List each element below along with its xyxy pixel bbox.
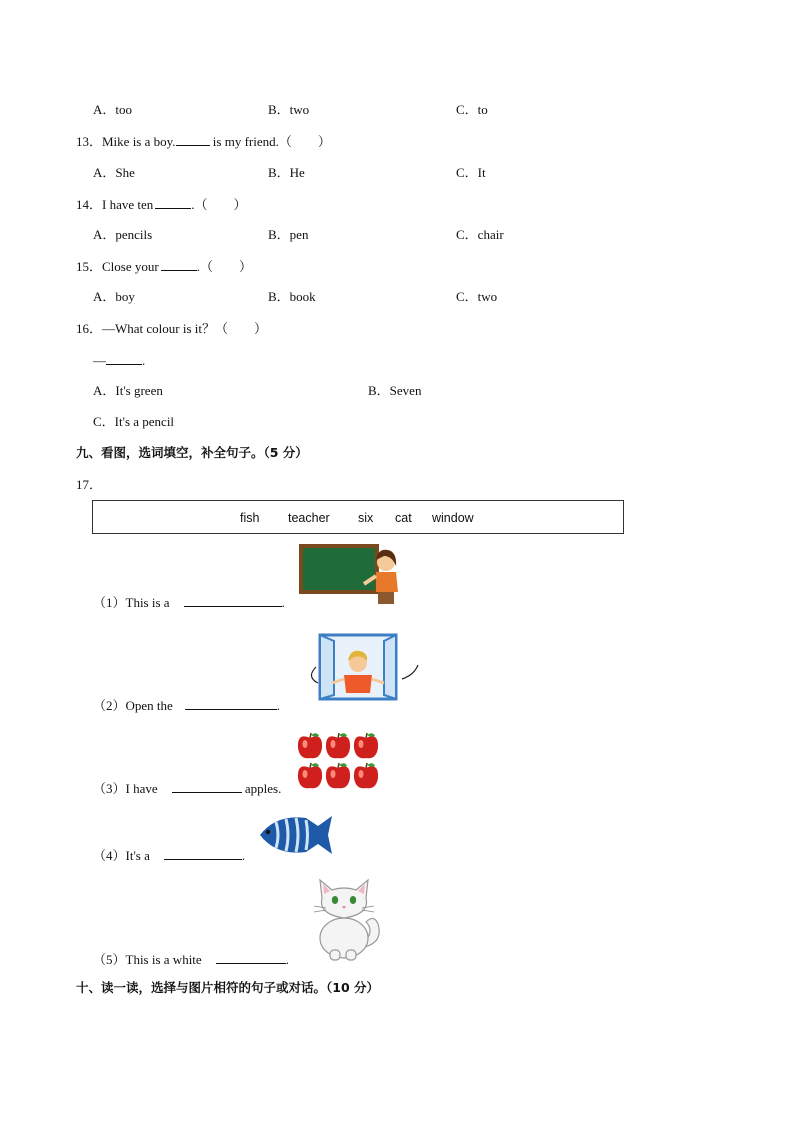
q13-stem-text: 13．Mike is a boy.	[76, 134, 176, 149]
apples-picture	[296, 730, 384, 794]
section-10-heading: 十、读一读，选择与图片相符的句子或对话。（10 分）	[76, 980, 379, 995]
q16-option-c: C．It's a pencil	[93, 414, 175, 429]
cat-right-paw	[346, 950, 356, 960]
q14-option-b: B．pen	[268, 227, 309, 242]
cat-body	[320, 918, 368, 958]
apple-icon	[354, 733, 378, 758]
apple-icon	[354, 763, 378, 788]
item-3-prefix: （3）I have	[93, 781, 158, 796]
q14-stem-text: 14．I have ten	[76, 197, 154, 212]
item-1-prefix: （1）This is a	[93, 595, 170, 610]
q14-blank	[155, 196, 191, 209]
q16-blank	[106, 352, 142, 365]
left-window-pane	[320, 635, 334, 699]
word-bank-word: six	[358, 511, 374, 525]
q13-stem	[76, 133, 331, 150]
cat-head	[320, 880, 368, 918]
q13-option-b: B．He	[268, 165, 305, 180]
item-5-suffix: .	[285, 952, 289, 967]
q13-blank	[176, 133, 210, 146]
q16-dash: —	[93, 353, 106, 368]
q15-option-b: B．book	[268, 289, 316, 304]
item-5-blank	[216, 951, 286, 964]
fish-picture	[256, 810, 336, 860]
q17-number: 17．	[76, 477, 103, 492]
q15-stem-after: .（ ）	[196, 259, 252, 274]
q15-stem-text: 15．Close your	[76, 259, 159, 274]
item-3-blank	[172, 780, 242, 793]
cat-left-eye	[332, 896, 338, 904]
left-arrow-icon	[311, 667, 318, 683]
q14-stem-after: .（ ）	[191, 197, 247, 212]
q15-option-a: A．boy	[93, 289, 135, 304]
item-3-suffix: apples.	[241, 781, 282, 796]
q17-item-3	[93, 780, 281, 797]
word-bank-word: teacher	[288, 511, 330, 525]
q14-stem	[76, 196, 247, 213]
cat-picture	[304, 878, 386, 962]
right-arrow-icon	[402, 665, 418, 679]
q14-option-a: A．pencils	[93, 227, 153, 242]
item-2-prefix: （2）Open the	[93, 698, 173, 713]
word-bank-word: fish	[240, 511, 260, 525]
q17-item-4	[93, 847, 245, 864]
apple-icon	[326, 733, 350, 758]
teacher-blackboard-picture	[298, 542, 400, 606]
item-5-prefix: （5）This is a white	[93, 952, 202, 967]
q12-option-c: C．to	[456, 102, 488, 117]
right-window-pane	[384, 635, 396, 699]
word-bank-word: cat	[395, 511, 412, 525]
q14-option-c: C．chair	[456, 227, 504, 242]
q15-option-c: C．two	[456, 289, 498, 304]
cat-left-paw	[330, 950, 340, 960]
q16-answer-line	[93, 352, 145, 369]
q15-blank	[161, 258, 197, 271]
item-2-suffix: .	[276, 698, 281, 713]
word-bank-box	[92, 500, 624, 534]
section-9-heading: 九、看图，选词填空，补全句子。（5 分）	[76, 445, 308, 460]
q13-option-a: A．She	[93, 165, 135, 180]
q15-stem	[76, 258, 252, 275]
item-4-prefix: （4）It's a	[93, 848, 150, 863]
q16-option-a: A．It's green	[93, 383, 163, 398]
item-1-blank	[184, 594, 282, 607]
q12-option-a: A．too	[93, 102, 133, 117]
q13-stem-after: is my friend.（ ）	[209, 134, 331, 149]
q12-option-b: B．two	[268, 102, 310, 117]
q16-option-b: B．Seven	[368, 383, 422, 398]
apple-icon	[326, 763, 350, 788]
cat-right-eye	[350, 896, 356, 904]
apple-icon	[298, 763, 322, 788]
window-picture	[298, 627, 422, 709]
apple-icon	[298, 733, 322, 758]
q17-item-5	[93, 951, 289, 968]
q16-stem: 16．—What colour is it？（ ）	[76, 321, 268, 336]
item-4-suffix: .	[241, 848, 246, 863]
word-bank-word: window	[432, 511, 474, 525]
item-1-suffix: .	[281, 595, 285, 610]
q17-item-2	[93, 697, 280, 714]
item-2-blank	[185, 697, 277, 710]
teacher-body	[376, 572, 398, 592]
fish-eye	[266, 830, 270, 834]
q16-period: .	[142, 353, 146, 368]
item-4-blank	[164, 847, 242, 860]
q13-option-c: C．It	[456, 165, 486, 180]
q17-item-1	[93, 594, 285, 611]
teacher-legs	[378, 592, 394, 604]
boy-shirt	[344, 675, 372, 693]
